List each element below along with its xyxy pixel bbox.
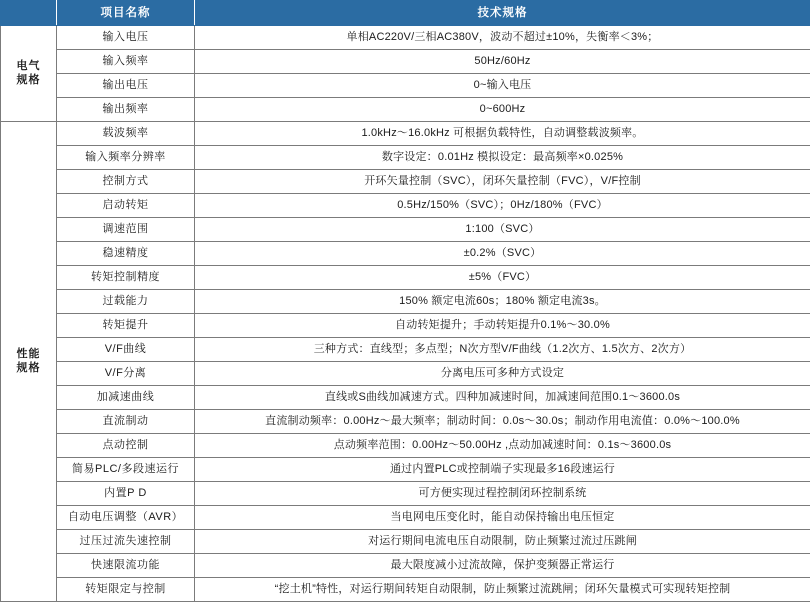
table-row [1,338,810,362]
item-name: 直流制动 [57,410,195,434]
item-name: 过载能力 [57,290,195,314]
header-item-name: 项目名称 [57,1,195,26]
item-value: “挖土机”特性，对运行期间转矩自动限制，防止频繁过流跳闸；闭环矢量模式可实现转矩控制 [195,578,810,602]
item-name: 过压过流失速控制 [57,530,195,554]
table-row [1,170,810,194]
item-name: 输入频率分辨率 [57,146,195,170]
item-name: 启动转矩 [57,194,195,218]
item-name: 载波频率 [57,122,195,146]
table-row [1,122,810,146]
item-value: 数字设定：0.01Hz 模拟设定：最高频率×0.025% [195,146,810,170]
group-label-line: 性能 [17,348,41,360]
item-value: 通过内置PLC或控制端子实现最多16段速运行 [195,458,810,482]
table-header-row [1,1,810,26]
item-value: 1:100（SVC） [195,218,810,242]
item-value: 0~输入电压 [195,74,810,98]
table-row [1,410,810,434]
item-value: 直流制动频率：0.00Hz～最大频率；制动时间：0.0s～30.0s；制动作用电流值：0.0%～100.0% [195,410,810,434]
table-row [1,74,810,98]
item-name: 输入电压 [57,26,195,50]
item-name: 输出电压 [57,74,195,98]
table-row [1,146,810,170]
item-name: V/F分离 [57,362,195,386]
item-value: 可方便实现过程控制闭环控制系统 [195,482,810,506]
item-value: 0~600Hz [195,98,810,122]
item-name: 转矩提升 [57,314,195,338]
item-value: 150% 额定电流60s；180% 额定电流3s。 [195,290,810,314]
item-name: 稳速精度 [57,242,195,266]
table-row [1,50,810,74]
group-label-line: 规格 [17,74,41,86]
item-name: 加减速曲线 [57,386,195,410]
table-row [1,578,810,602]
table-row [1,26,810,50]
item-name: 控制方式 [57,170,195,194]
table-row [1,242,810,266]
item-value: 直线或S曲线加减速方式。四种加减速时间，加减速间范围0.1～3600.0s [195,386,810,410]
item-name: 输出频率 [57,98,195,122]
table-row [1,314,810,338]
item-value: 1.0kHz～16.0kHz 可根据负载特性，自动调整载波频率。 [195,122,810,146]
table-row [1,530,810,554]
item-name: 转矩限定与控制 [57,578,195,602]
item-name: 内置P D [57,482,195,506]
item-value: ±5%（FVC） [195,266,810,290]
item-value: 开环矢量控制（SVC），闭环矢量控制（FVC），V/F控制 [195,170,810,194]
item-value: 单相AC220V/三相AC380V，波动不超过±10%，失衡率＜3%； [195,26,810,50]
table-row [1,194,810,218]
item-name: 点动控制 [57,434,195,458]
item-value: 0.5Hz/150%（SVC）；0Hz/180%（FVC） [195,194,810,218]
item-name: 自动电压调整（AVR） [57,506,195,530]
item-name: 输入频率 [57,50,195,74]
header-group [1,1,57,26]
item-value: 50Hz/60Hz [195,50,810,74]
item-value: 自动转矩提升；手动转矩提升0.1%～30.0% [195,314,810,338]
table-row [1,458,810,482]
table-row [1,482,810,506]
table-row [1,434,810,458]
table-row [1,362,810,386]
table-row [1,386,810,410]
item-value: 分离电压可多种方式设定 [195,362,810,386]
item-value: 最大限度减小过流故障，保护变频器正常运行 [195,554,810,578]
table-row [1,218,810,242]
table-header [1,1,810,26]
table-body [1,26,810,602]
table-row [1,506,810,530]
item-value: 三种方式：直线型；多点型；N次方型V/F曲线（1.2次方、1.5次方、2次方） [195,338,810,362]
item-name: V/F曲线 [57,338,195,362]
group-label-performance [1,122,57,602]
item-value: 对运行期间电流电压自动限制，防止频繁过流过压跳闸 [195,530,810,554]
table-row [1,266,810,290]
item-name: 调速范围 [57,218,195,242]
item-name: 转矩控制精度 [57,266,195,290]
item-value: ±0.2%（SVC） [195,242,810,266]
item-name: 简易PLC/多段速运行 [57,458,195,482]
group-label-line: 电气 [17,60,41,72]
item-value: 当电网电压变化时，能自动保持输出电压恒定 [195,506,810,530]
group-label-electrical [1,26,57,122]
item-name: 快速限流功能 [57,554,195,578]
table-row [1,290,810,314]
header-technical-spec: 技术规格 [195,1,810,26]
table-row [1,98,810,122]
group-label-line: 规格 [17,362,41,374]
table-row [1,554,810,578]
item-value: 点动频率范围：0.00Hz～50.00Hz ,点动加减速时间：0.1s～3600.0s [195,434,810,458]
